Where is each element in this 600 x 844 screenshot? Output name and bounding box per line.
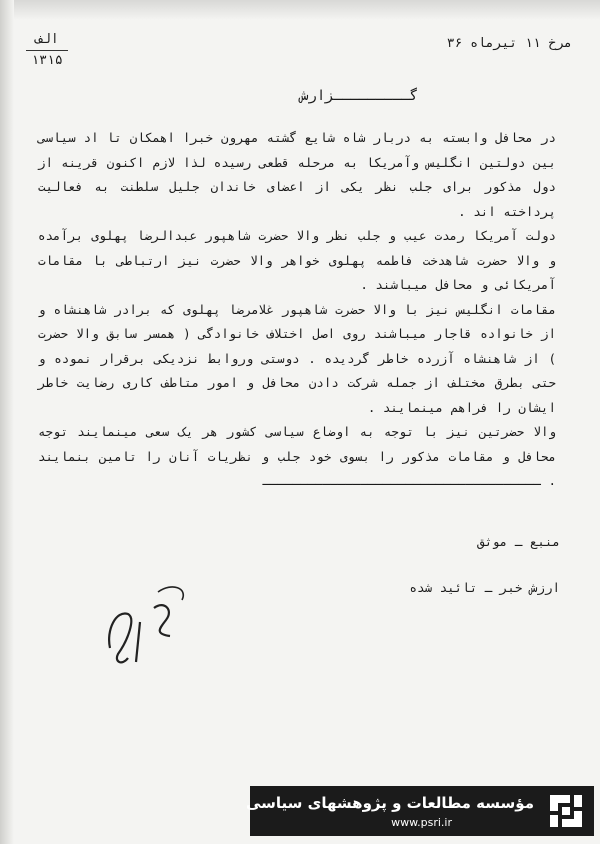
paragraph: در محافل وابسته به دربار شاه شایع گشته مهرون خبرا اهمکان تا اد سیاسی بین دولتین انگلیس وآمریکا به مرحله قطعی رسیده لذا لازم اکنون قرینه از دول مذکور برای جلب نظر یکی از اعضای خاندان جلیل سلطنت به فعالیت پرداخته اند . — [38, 130, 556, 219]
watermark-url: www.psri.ir — [391, 816, 452, 829]
paragraph: دولت آمریکا رمدت عیب و جلب نظر والا حضرت شاهپور عبدالرضا پهلوی برآمده و والا حضرت شاهدخت فاطمه پهلوی خواهر والا حضرت نیز ارتباطی با مقامات آمریکائی و محافل میباشند . — [38, 228, 556, 292]
paragraph: مقامات انگلیس نیز با والا حضرت شاهپور غلامرضا پهلوی که برادر شاهنشاه و از خانواده قاجار میباشند روی اصل اختلاف خانوادگی ( همسر سابق والا حضرت ) از شاهنشاه آزرده خاطر گردیده . دوستی وروابط نزدیکی برقرار نموده و حتی بطرق مختلف از جمله شرکت دادن محافل و امور متاطف کاری رضایت خاطر ایشان را فراهم مینمایند . — [38, 301, 556, 415]
reference-divider — [26, 50, 68, 51]
report-date: مرخ ۱۱ تیرماه ۳۶ — [446, 36, 572, 51]
evaluation-line: ارزش خبر ـ تائید شده — [409, 580, 560, 595]
scan-edge-left — [0, 0, 14, 844]
scan-edge-top — [0, 0, 600, 20]
report-body — [38, 126, 556, 494]
reference-letter: الف — [35, 32, 59, 47]
report-title: گـــــــــزارش — [300, 88, 419, 104]
source-line: منبع ـ موثق — [477, 534, 560, 549]
paragraph: والا حضرتین نیز با توجه به اوضاع سیاسی کشور هر یک سعی مینمایند توجه محافل و مقامات مذکور را بسوی خود جلب و نظریات آنان را تامین بنمایند . ـــــــــــــــــــــــــــــــــــــ — [38, 424, 556, 488]
handwritten-signature — [88, 570, 198, 680]
watermark-org-name: مؤسسه مطالعات و پژوهشهای سیاسی — [245, 794, 534, 812]
reference-code: ۱۳۱۵ — [31, 53, 63, 68]
reference-block — [22, 30, 72, 71]
institute-logo-icon — [544, 789, 588, 833]
